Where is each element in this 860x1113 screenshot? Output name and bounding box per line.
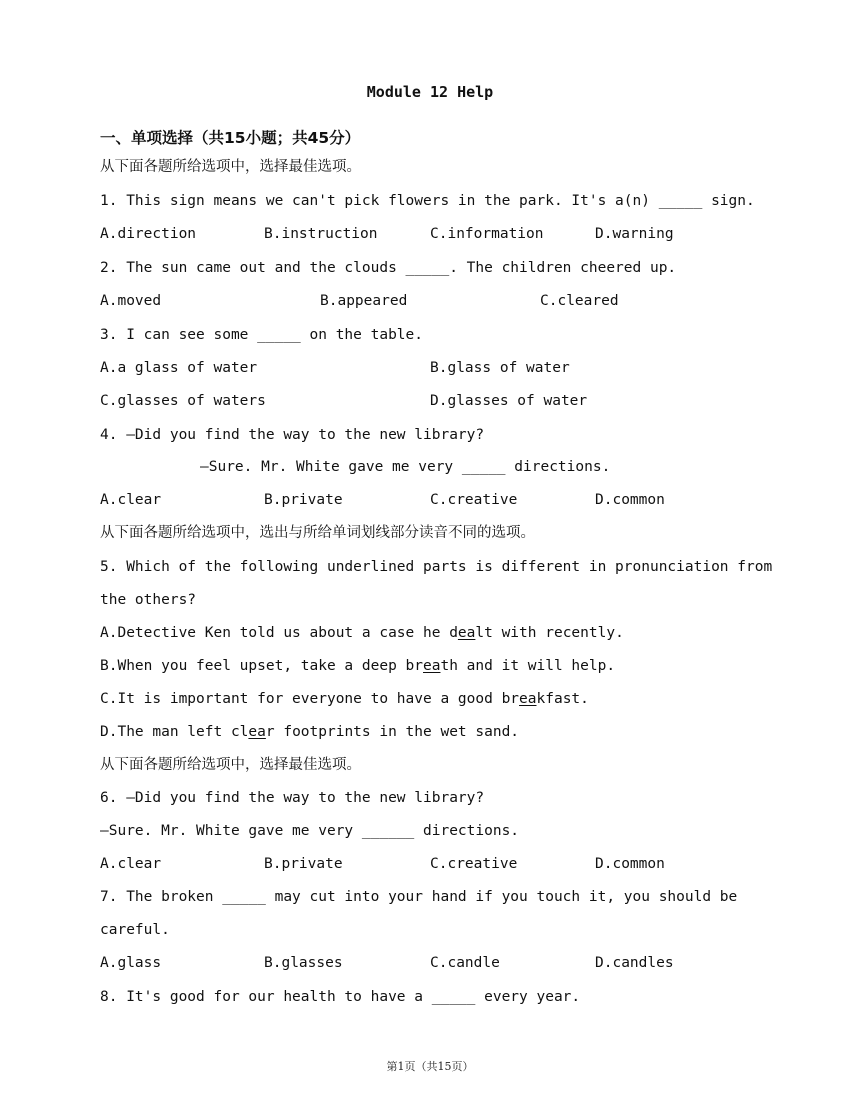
question-7: 7. The broken _____ may cut into your hand if you touch it, you should be xyxy=(100,889,738,905)
q5-option-b: B.When you feel upset, take a deep breath and it will help. xyxy=(100,658,616,674)
q4-option-a: A.clear xyxy=(100,492,162,508)
question-5: 5. Which of the following underlined parts is different in pronunciation from xyxy=(100,559,773,575)
q2-option-c: C.cleared xyxy=(540,293,619,309)
q3-option-b: B.glass of water xyxy=(430,360,570,376)
q2-option-b: B.appeared xyxy=(320,293,408,309)
q3-option-c: C.glasses of waters xyxy=(100,393,266,409)
underlined-letters: ea xyxy=(423,658,441,674)
q1-option-d: D.warning xyxy=(595,226,674,242)
question-2: 2. The sun came out and the clouds _____. The children cheered up. xyxy=(100,260,677,276)
q6-option-a: A.clear xyxy=(100,856,162,872)
instruction-3: 从下面各题所给选项中，选择最佳选项。 xyxy=(100,757,361,773)
q1-option-c: C.information xyxy=(430,226,544,242)
instruction-2: 从下面各题所给选项中，选出与所给单词划线部分读音不同的选项。 xyxy=(100,525,535,541)
q5-option-a: A.Detective Ken told us about a case he dealt with recently. xyxy=(100,625,624,641)
question-7-cont: careful. xyxy=(100,922,170,938)
q1-option-a: A.direction xyxy=(100,226,197,242)
q6-option-b: B.private xyxy=(264,856,343,872)
question-5-cont: the others? xyxy=(100,592,197,608)
underlined-letters: ea xyxy=(457,625,476,641)
page-title: Module 12 Help xyxy=(366,83,494,101)
q6-option-c: C.creative xyxy=(430,856,518,872)
question-3: 3. I can see some _____ on the table. xyxy=(100,327,424,343)
q3-option-a: A.a glass of water xyxy=(100,360,258,376)
instruction-1: 从下面各题所给选项中，选择最佳选项。 xyxy=(100,159,361,175)
q7-option-d: D.candles xyxy=(595,955,674,971)
q5-option-c: C.It is important for everyone to have a good breakfast. xyxy=(100,691,589,707)
q3-option-d: D.glasses of water xyxy=(430,393,588,409)
question-4-reply: —Sure. Mr. White gave me very _____ directions. xyxy=(200,459,611,475)
q7-option-b: B.glasses xyxy=(264,955,343,971)
question-6: 6. —Did you find the way to the new library? xyxy=(100,790,485,806)
question-8: 8. It's good for our health to have a _____ every year. xyxy=(100,989,581,1005)
q4-option-b: B.private xyxy=(264,492,343,508)
q5-option-d: D.The man left clear footprints in the wet sand. xyxy=(100,724,520,740)
q7-option-a: A.glass xyxy=(100,955,162,971)
q4-option-d: D.common xyxy=(595,492,665,508)
underlined-letters: ea xyxy=(248,724,266,740)
q1-option-b: B.instruction xyxy=(264,226,378,242)
q7-option-c: C.candle xyxy=(430,955,500,971)
section-heading: 一、单项选择（共15小题；共45分） xyxy=(100,129,361,147)
page-footer: 第1页（共15页） xyxy=(386,1060,474,1073)
question-4: 4. —Did you find the way to the new library? xyxy=(100,427,485,443)
q4-option-c: C.creative xyxy=(430,492,518,508)
underlined-letters: ea xyxy=(519,691,537,707)
q6-option-d: D.common xyxy=(595,856,665,872)
question-1: 1. This sign means we can't pick flowers in the park. It's a(n) _____ sign. xyxy=(100,193,755,209)
question-6-reply: —Sure. Mr. White gave me very ______ directions. xyxy=(100,823,520,839)
q2-option-a: A.moved xyxy=(100,293,162,309)
